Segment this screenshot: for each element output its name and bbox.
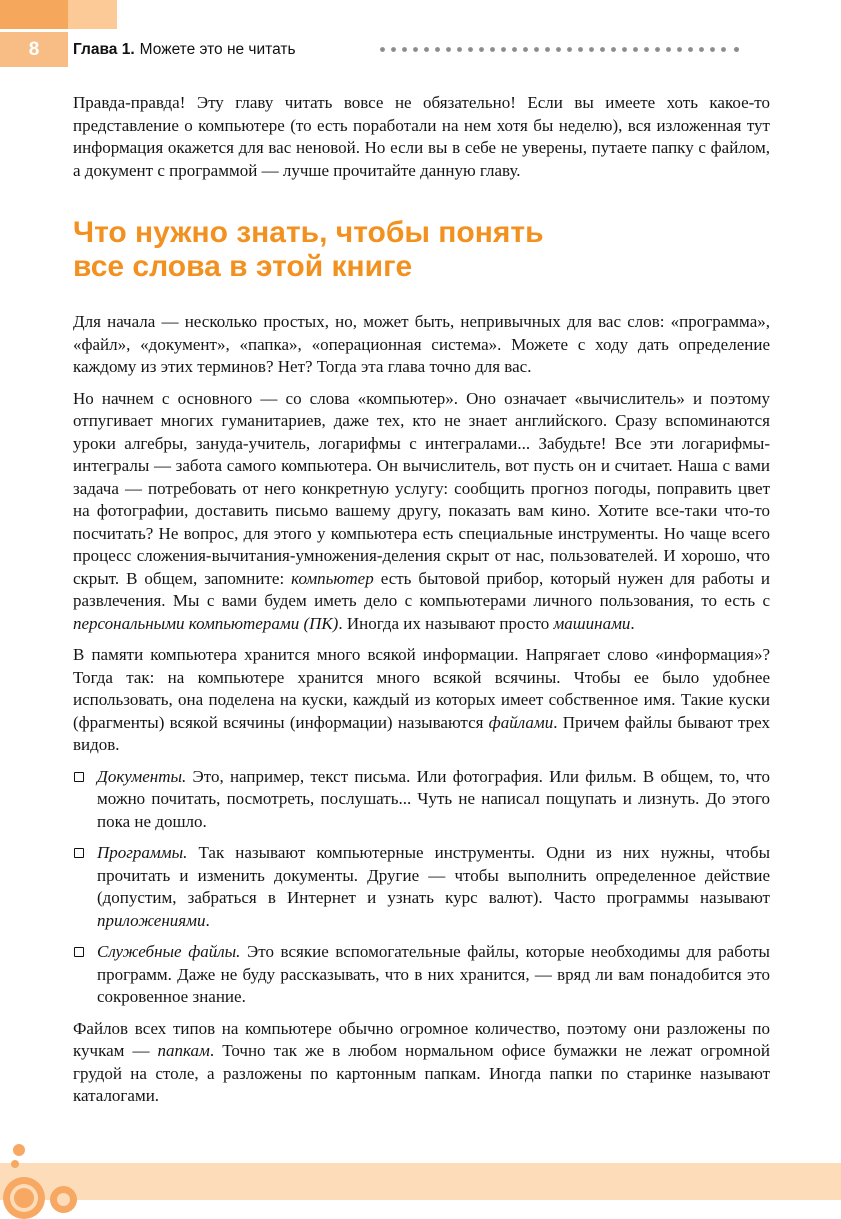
square-bullet-icon [74,848,84,858]
header-dot-leader-end [734,47,739,52]
list-item-text: Программы. Так называют компьютерные инструменты. Одни из них нужны, чтобы прочитать и изменить документы. Другие — чтобы выполнить определенное действие (допустим, забраться в Интернет и узнать курс валют). Часто программы называют приложениями. [97,843,770,930]
page-number-badge [0,32,68,67]
file-types-list [73,766,770,1009]
header-dot-leader [377,46,729,53]
footer-band [0,1163,841,1200]
corner-square-dark [0,0,68,29]
section-heading-line2: все слова в этой книге [73,250,413,283]
list-item-text: Служебные файлы. Это всякие вспомогательные файлы, которые необходимы для работы программ. Даже не буду рассказывать, что в них хранится, — вряд ли вам понадобится это сокровенное знание. [97,942,770,1006]
paragraph: Но начнем с основного — со слова «компьютер». Оно означает «вычислитель» и поэтому отпугивает многих гуманитариев, даже тех, кто не знает английского. Сразу вспоминаются уроки алгебры, зануда-учитель, логарифмы с интегралами... Забудьте! Все эти логарифмы-интегралы — забота самого компьютера. Он вычислитель, вот пусть он и считает. Наша с вами задача — потребовать от него конкретную услугу: сообщить прогноз погоды, поправить цвет на фотографии, доставить письмо вашему другу, показать вам кино. Хотите все-таки что-то посчитать? Не вопрос, для этого у компьютера есть специальные инструменты. Но чаще всего процесс сложения-вычитания-умножения-деления скрыт от нас, пользователей. И хорошо, что скрыт. В общем, запомните: компьютер есть бытовой прибор, который нужен для работы и развлечения. Мы с вами будем иметь дело с компьютерами личного пользования, то есть с персональными компьютерами (ПК). Иногда их называют просто машинами. [73,388,770,633]
list-item [73,941,770,1009]
paragraph: Для начала — несколько простых, но, может быть, непривычных для вас слов: «программа», «файл», «документ», «папка», «операционная система». Можете с ходу дать определение каждому из этих терминов? Нет? Тогда эта глава точно для вас. [73,312,770,376]
footer-circle-dot-icon [13,1144,25,1156]
paragraph: В памяти компьютера хранится много всякой информации. Напрягает слово «информация»? Тогда так: на компьютере хранится много всякой всячины. Чтобы ее было удобнее использовать, она поделена на куски, каждый из которых имеет собственное имя. Такие куски (фрагменты) всякой всячины (информации) называются файлами. Причем файлы бывают трех видов. [73,645,770,754]
list-item [73,766,770,834]
section-heading-line1: Что нужно знать, чтобы понять [73,216,544,249]
paragraph-intro: Правда-правда! Эту главу читать вовсе не обязательно! Если вы имеете хоть какое-то представление о компьютере (то есть поработали на нем хотя бы неделю), вся изложенная тут информация окажется для вас неновой. Но если вы в себе не уверены, путаете папку с файлом, а документ с программой — лучше прочитайте данную главу. [73,93,770,180]
chapter-label: Глава 1. [73,40,135,58]
running-header [73,32,296,67]
chapter-title: Можете это не читать [139,40,296,58]
square-bullet-icon [74,947,84,957]
paragraph-closing: Файлов всех типов на компьютере обычно огромное количество, поэтому они разложены по кучкам — папкам. Точно так же в любом нормальном офисе бумажки не лежат огромной грудой на столе, а разложены по картонным папкам. Иногда папки по старинке называют каталогами. [73,1018,771,1105]
corner-square-light [68,0,117,29]
list-item [73,842,770,932]
text-column [73,92,770,1117]
list-item-text: Документы. Это, например, текст письма. Или фотография. Или фильм. В общем, то, что можно почитать, посмотреть, послушать... Чуть не написал пощупать и лизнуть. До этого пока не дошло. [97,766,770,831]
footer-circle-small-dot-icon [11,1160,19,1168]
page-number: 8 [28,38,40,60]
footer-donut-circle-icon [3,1177,45,1219]
square-bullet-icon [74,772,84,782]
section-heading [73,216,770,284]
